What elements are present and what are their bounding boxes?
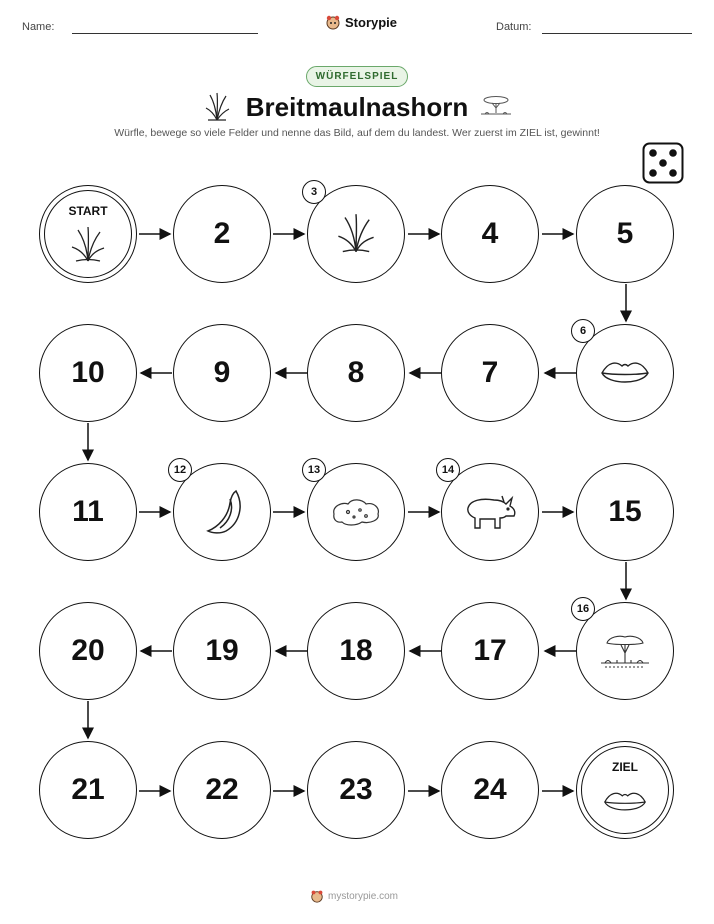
board-field-start xyxy=(39,185,137,283)
brand-name: Storypie xyxy=(345,14,398,30)
page-title: Breitmaulnashorn xyxy=(245,92,469,122)
board-field-23: 23 xyxy=(307,741,405,839)
board-field-14 xyxy=(441,463,539,561)
horn-icon xyxy=(200,487,244,537)
board-field-11: 11 xyxy=(39,463,137,561)
board-field-2: 2 xyxy=(173,185,271,283)
field-number-badge: 12 xyxy=(168,458,192,482)
footer-url[interactable]: mystorypie.com xyxy=(328,890,399,902)
field-number-badge: 13 xyxy=(302,458,326,482)
date-label: Datum: xyxy=(496,21,532,33)
board-field-19: 19 xyxy=(173,602,271,700)
instructions: Würfle, bewege so viele Felder und nenne das Bild, auf dem du landest. Wer zuerst im ZIEL ist, gewinnt! xyxy=(114,127,600,139)
field-number-badge: 14 xyxy=(436,458,460,482)
savanna-tree-icon xyxy=(597,631,653,671)
board-field-6 xyxy=(576,324,674,422)
grass-icon xyxy=(334,211,378,257)
field-number-badge: 6 xyxy=(571,319,595,343)
board-field-9: 9 xyxy=(173,324,271,422)
name-label: Name: xyxy=(22,21,55,33)
board-field-12 xyxy=(173,463,271,561)
board-field-goal xyxy=(576,741,674,839)
board-field-20: 20 xyxy=(39,602,137,700)
footer xyxy=(310,889,398,903)
board-field-7: 7 xyxy=(441,324,539,422)
board-field-24: 24 xyxy=(441,741,539,839)
board-field-17: 17 xyxy=(441,602,539,700)
board-field-5: 5 xyxy=(576,185,674,283)
rhino-icon xyxy=(462,492,518,532)
board-field-10: 10 xyxy=(39,324,137,422)
field-number-badge: 16 xyxy=(571,597,595,621)
grass-icon xyxy=(68,225,108,265)
board-field-21: 21 xyxy=(39,741,137,839)
board-field-15: 15 xyxy=(576,463,674,561)
board-field-22: 22 xyxy=(173,741,271,839)
board-field-8: 8 xyxy=(307,324,405,422)
field-number-badge: 3 xyxy=(302,180,326,204)
start-label: START xyxy=(68,204,108,218)
storypie-mascot-icon xyxy=(310,889,324,903)
board-field-4: 4 xyxy=(441,185,539,283)
lips-icon xyxy=(600,358,650,388)
mud-icon xyxy=(330,496,382,528)
board-field-16 xyxy=(576,602,674,700)
board-field-18: 18 xyxy=(307,602,405,700)
goal-label: ZIEL xyxy=(612,760,638,774)
board-field-13 xyxy=(307,463,405,561)
board-field-3 xyxy=(307,185,405,283)
game-type-badge: WÜRFELSPIEL xyxy=(306,66,409,87)
lips-icon xyxy=(603,788,647,816)
